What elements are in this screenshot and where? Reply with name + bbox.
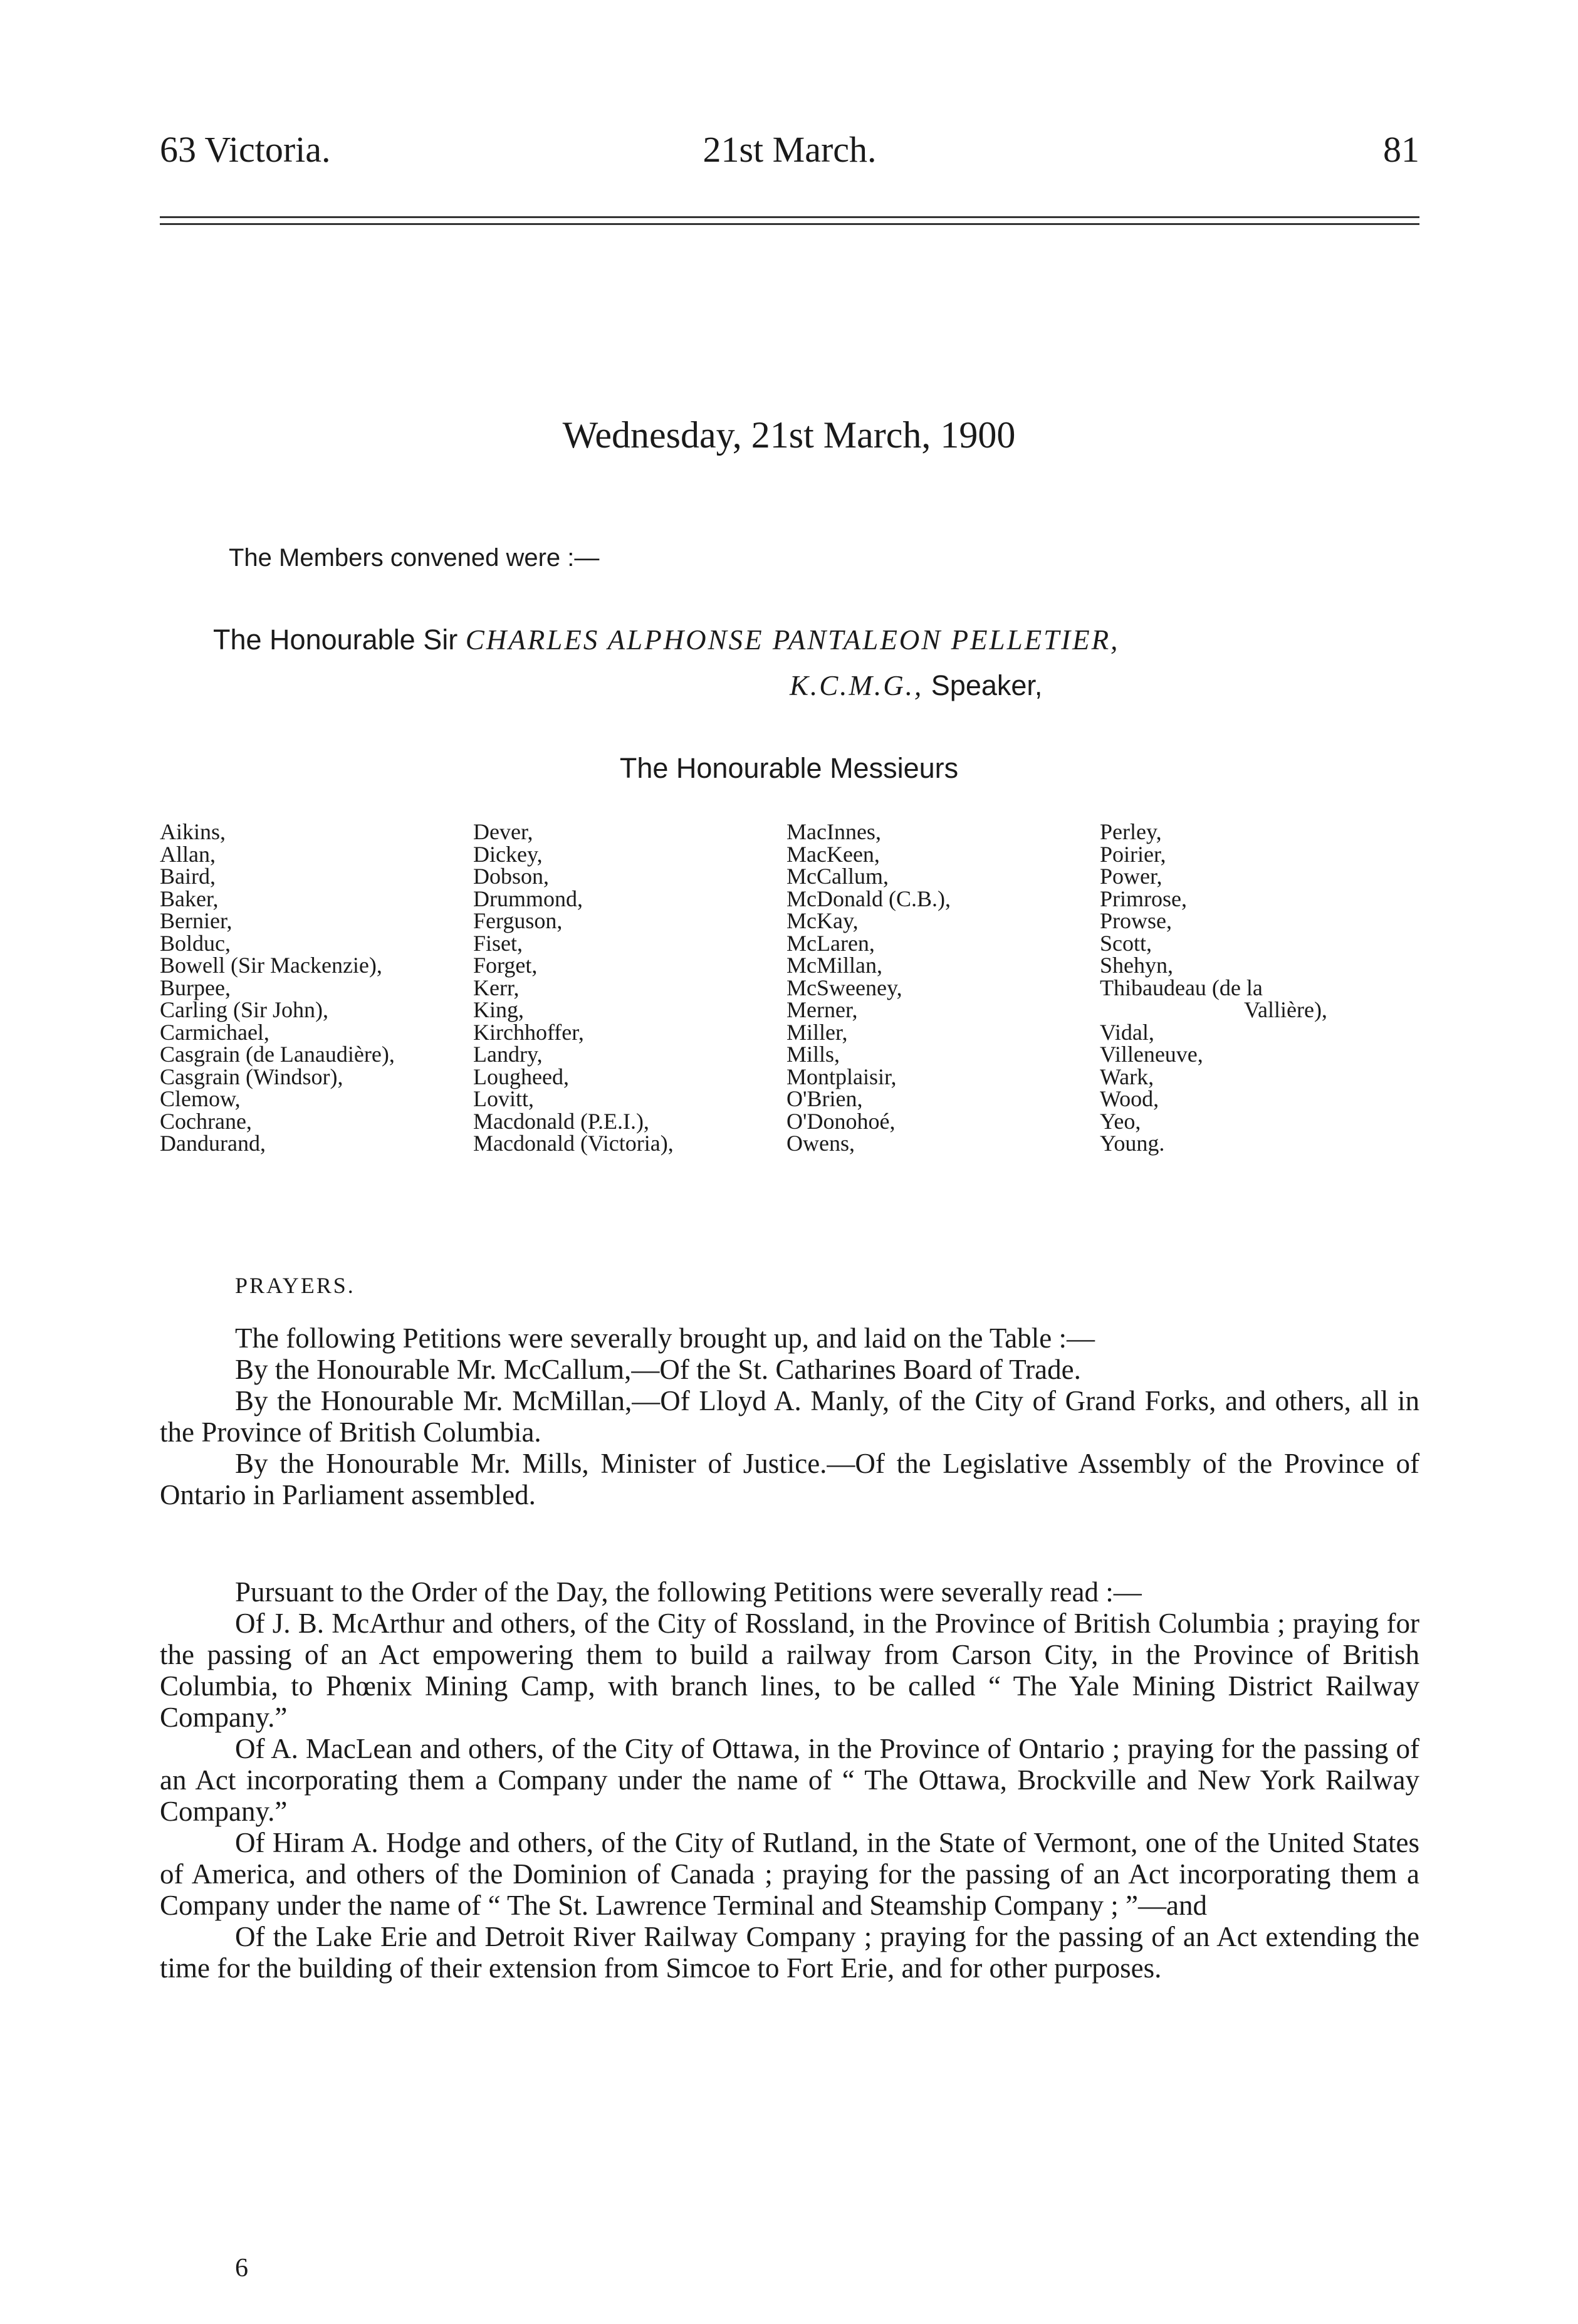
member-name: Perley,: [1100, 819, 1162, 844]
member-name: McCallum,: [786, 864, 889, 889]
member-name: Burpee,: [160, 975, 231, 1000]
members-column-2: [473, 821, 674, 1155]
member-name: McSweeney,: [786, 975, 902, 1000]
header-rule-bottom: [160, 223, 1419, 225]
member-name: McMillan,: [786, 953, 882, 978]
member-name: Fiset,: [473, 930, 523, 956]
petition-mcarthur: Of J. B. McArthur and others, of the City of Rossland, in the Province of British Columbia ; praying for the passing of an Act empowering them to build a railway from Carson City, in the Province of British Columbia, to Phœnix Mining Camp, with branch lines, to be called “ The Yale Mining District Railway Company.”: [160, 1608, 1419, 1733]
member-name: Allan,: [160, 841, 216, 867]
petition-mills: By the Honourable Mr. Mills, Minister of Justice.—Of the Legislative Assembly of the Province of Ontario in Parliament assembled.: [160, 1448, 1419, 1510]
member-name: Mills,: [786, 1042, 840, 1067]
members-column-1: [160, 821, 395, 1155]
member-name: Power,: [1100, 864, 1163, 889]
petition-maclean: Of A. MacLean and others, of the City of Ottawa, in the Province of Ontario ; praying for the passing of an Act incorporating them a Company under the name of “ The Ottawa, Brockville and New York Railway Company.”: [160, 1733, 1419, 1827]
member-name: Poirier,: [1100, 841, 1166, 867]
member-name: Thibaudeau (de la: [1100, 975, 1263, 1000]
member-name: Yeo,: [1100, 1108, 1141, 1134]
member-name: Primrose,: [1100, 886, 1187, 911]
running-head: [160, 128, 1419, 172]
member-name: Owens,: [786, 1131, 855, 1156]
member-name: Prowse,: [1100, 908, 1172, 933]
running-head-center: 21st March.: [703, 129, 877, 170]
member-name: Miller,: [786, 1019, 848, 1045]
petition-mcmillan: By the Honourable Mr. McMillan,—Of Lloyd A. Manly, of the City of Grand Forks, and others, all in the Province of British Columbia.: [160, 1385, 1419, 1448]
member-name: Wood,: [1100, 1086, 1159, 1111]
member-name: MacKeen,: [786, 841, 880, 867]
member-name: Villeneuve,: [1100, 1042, 1203, 1067]
member-name: Dever,: [473, 819, 533, 844]
member-name: Baker,: [160, 886, 219, 911]
member-name: McLaren,: [786, 930, 875, 956]
member-name: Dobson,: [473, 864, 550, 889]
members-column-4: [1100, 821, 1327, 1155]
speaker-honours-line: [790, 669, 1042, 702]
member-name: Merner,: [786, 997, 858, 1022]
prayers-heading: PRAYERS.: [235, 1273, 355, 1298]
speaker-name: CHARLES ALPHONSE PANTALEON PELLETIER,: [465, 624, 1120, 656]
member-name: Cochrane,: [160, 1108, 252, 1134]
messieurs-heading: The Honourable Messieurs: [619, 752, 959, 784]
members-convened-line: The Members convened were :—: [229, 544, 600, 572]
signature-mark: 6: [235, 2254, 248, 2283]
member-name: Aikins,: [160, 819, 226, 844]
speaker-line: [213, 624, 1119, 656]
member-name: Montplaisir,: [786, 1064, 897, 1089]
petitions-read-section: [160, 1576, 1419, 1984]
member-name: Casgrain (Windsor),: [160, 1064, 343, 1089]
member-name: Carling (Sir John),: [160, 997, 328, 1022]
member-name: Bolduc,: [160, 930, 231, 956]
member-name: McKay,: [786, 908, 859, 933]
member-name: Drummond,: [473, 886, 583, 911]
member-name: Scott,: [1100, 930, 1152, 956]
header-rule-top: [160, 216, 1419, 218]
running-head-left: 63 Victoria.: [160, 129, 331, 170]
member-name: Landry,: [473, 1042, 543, 1067]
member-name: O'Donohoé,: [786, 1108, 896, 1134]
member-name: O'Brien,: [786, 1086, 863, 1111]
petition-mccallum: By the Honourable Mr. McCallum,—Of the St. Catharines Board of Trade.: [235, 1354, 1081, 1385]
sitting-date-title: Wednesday, 21st March, 1900: [562, 414, 1016, 456]
member-name: Kirchhoffer,: [473, 1019, 584, 1045]
member-name: Kerr,: [473, 975, 520, 1000]
member-name: MacInnes,: [786, 819, 881, 844]
member-name: Ferguson,: [473, 908, 563, 933]
speaker-honours: K.C.M.G.,: [790, 670, 924, 701]
petition-hodge: Of Hiram A. Hodge and others, of the City of Rutland, in the State of Vermont, one of the United States of America, and others of the Dominion of Canada ; praying for the passing of an Act incorporating them a Company under the name of “ The St. Lawrence Terminal and Steamship Company ; ”—and: [160, 1827, 1419, 1921]
member-name: Dandurand,: [160, 1131, 266, 1156]
member-name: Dickey,: [473, 841, 543, 867]
member-name: Shehyn,: [1100, 953, 1173, 978]
speaker-prefix: The Honourable Sir: [213, 624, 458, 656]
member-name: King,: [473, 997, 524, 1022]
member-name: Young.: [1100, 1131, 1165, 1156]
member-name: Clemow,: [160, 1086, 241, 1111]
member-name: Vallière),: [1244, 997, 1327, 1022]
member-name: Vidal,: [1100, 1019, 1154, 1045]
members-list: [0, 821, 1578, 1247]
petitions-laid-intro: The following Petitions were severally brought up, and laid on the Table :—: [235, 1322, 1095, 1354]
member-name: Bowell (Sir Mackenzie),: [160, 953, 382, 978]
members-column-3: [786, 821, 951, 1155]
member-name: Baird,: [160, 864, 216, 889]
member-name: Bernier,: [160, 908, 233, 933]
member-name: Lovitt,: [473, 1086, 534, 1111]
page-number: 81: [1383, 129, 1419, 170]
member-name: Forget,: [473, 953, 538, 978]
member-name: Wark,: [1100, 1064, 1154, 1089]
member-name: McDonald (C.B.),: [786, 886, 951, 911]
member-name: Lougheed,: [473, 1064, 569, 1089]
petitions-read-intro: Pursuant to the Order of the Day, the following Petitions were severally read :—: [235, 1576, 1142, 1608]
member-name: Macdonald (Victoria),: [473, 1131, 674, 1156]
member-name: Macdonald (P.E.I.),: [473, 1108, 649, 1134]
member-name: Carmichael,: [160, 1019, 269, 1045]
petitions-laid-section: [160, 1322, 1419, 1510]
speaker-role: Speaker,: [931, 669, 1043, 701]
petition-lake-erie: Of the Lake Erie and Detroit River Railway Company ; praying for the passing of an Act extending the time for the building of their extension from Simcoe to Fort Erie, and for other purposes.: [160, 1921, 1419, 1984]
member-name: Casgrain (de Lanaudière),: [160, 1042, 395, 1067]
